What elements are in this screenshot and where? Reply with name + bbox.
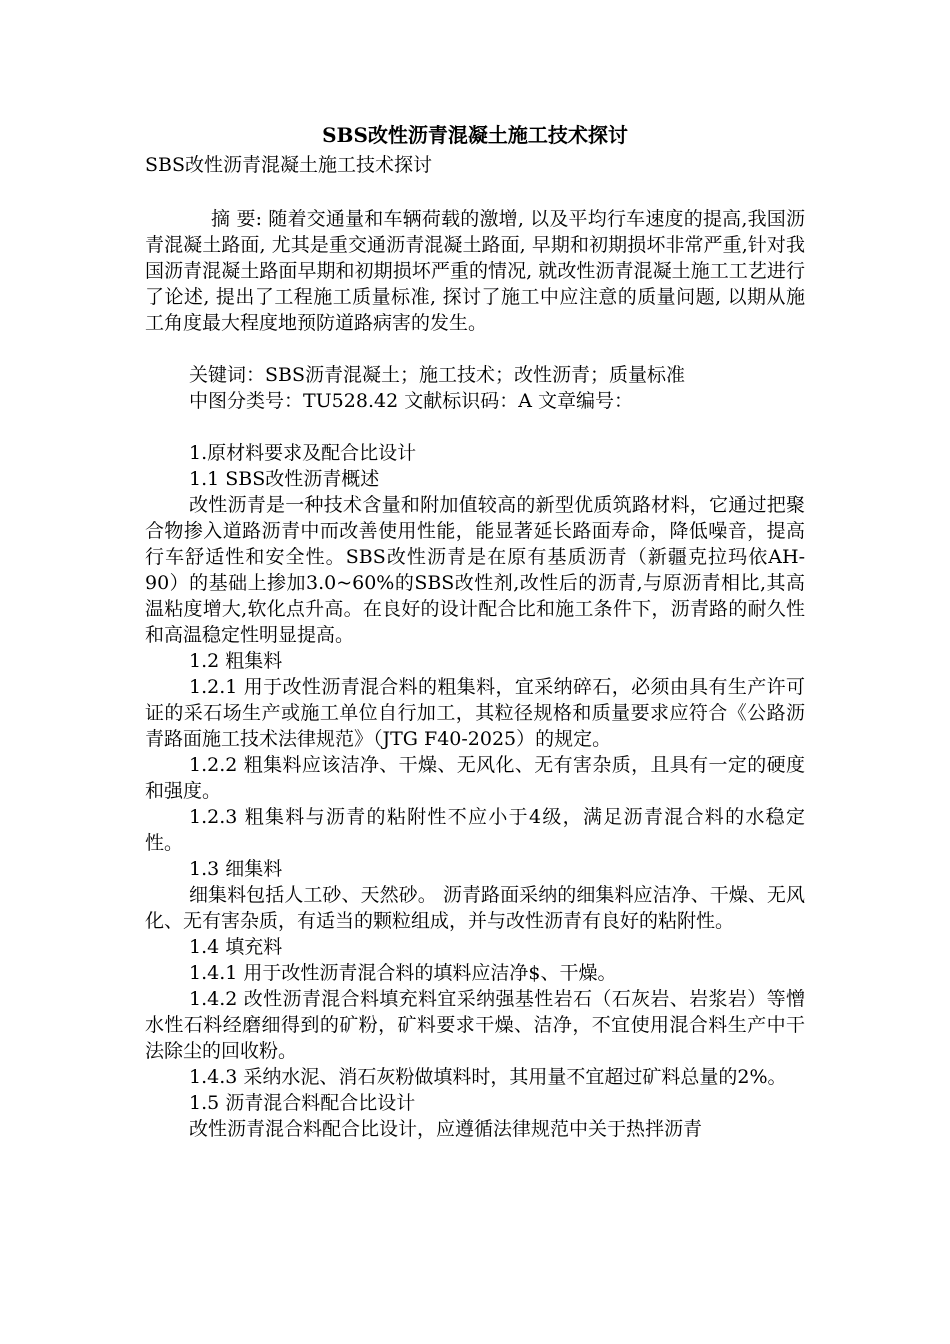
keywords-line: 关键词：SBS沥青混凝土；施工技术；改性沥青；质量标准 [189,364,685,386]
list-item: 1.4.1 用于改性沥青混合料的填料应洁净$、干燥。 [189,962,617,984]
section-heading: 1.1 SBS改性沥青概述 [189,468,380,490]
list-item: 1.4.2 改性沥青混合料填充料宜采纳强基性岩石（石灰岩、岩浆岩）等憎水性石料经磨细得到的矿粉，矿料要求干燥、洁净，不宜使用混合料生产中干法除尘的回收粉。 [145,988,805,1062]
document-subtitle: SBS改性沥青混凝土施工技术探讨 [145,154,432,176]
section-heading: 1.3 细集料 [189,858,283,880]
section-body: 改性沥青是一种技术含量和附加值较高的新型优质筑路材料，它通过把聚合物掺入道路沥青中而改善使用性能，能显著延长路面寿命，降低噪音，提高行车舒适性和安全性。SBS改性沥青是在原有基质沥青（新疆克拉玛依AH-90）的基础上掺加3.0~60%的SBS改性剂,改性后的沥青,与原沥青相比,其高温粘度增大,软化点升高。在良好的设计配合比和施工条件下，沥青路的耐久性和高温稳定性明显提高。 [145,494,805,646]
section-heading: 1.2 粗集料 [189,650,283,672]
classification-line: 中图分类号：TU528.42 文献标识码：A 文章编号： [189,390,633,412]
list-item: 1.2.1 用于改性沥青混合料的粗集料，宜采纳碎石，必须由具有生产许可证的采石场生产或施工单位自行加工，其粒径规格和质量要求应符合《公路沥青路面施工技术法律规范》（JTG F40-2025）的规定。 [145,676,805,750]
section-heading: 1.原材料要求及配合比设计 [189,442,417,464]
list-item: 1.2.3 粗集料与沥青的粘附性不应小于4级，满足沥青混合料的水稳定性。 [145,806,805,854]
document-page [145,118,805,1142]
document-title: SBS改性沥青混凝土施工技术探讨 [322,123,628,147]
section-heading: 1.4 填充料 [189,936,283,958]
section-body: 改性沥青混合料配合比设计，应遵循法律规范中关于热拌沥青 [189,1118,703,1140]
list-item: 1.2.2 粗集料应该洁净、干燥、无风化、无有害杂质，且具有一定的硬度和强度。 [145,754,805,802]
section-heading: 1.5 沥青混合料配合比设计 [189,1092,416,1114]
list-item: 1.4.3 采纳水泥、消石灰粉做填料时，其用量不宜超过矿料总量的2%。 [189,1066,787,1088]
section-body: 细集料包括人工砂、天然砂。 沥青路面采纳的细集料应洁净、干燥、无风化、无有害杂质，有适当的颗粒组成，并与改性沥青有良好的粘附性。 [145,884,805,932]
abstract-paragraph: 摘 要: 随着交通量和车辆荷载的激增, 以及平均行车速度的提高,我国沥青混凝土路面, 尤其是重交通沥青混凝土路面, 早期和初期损坏非常严重,针对我国沥青混凝土路面早期和初期损坏严重的情况, 就改性沥青混凝土施工工艺进行了论述, 提出了工程施工质量标准, 探讨了施工中应注意的质量问题, 以期从施工角度最大程度地预防道路病害的发生。 [145,208,805,334]
